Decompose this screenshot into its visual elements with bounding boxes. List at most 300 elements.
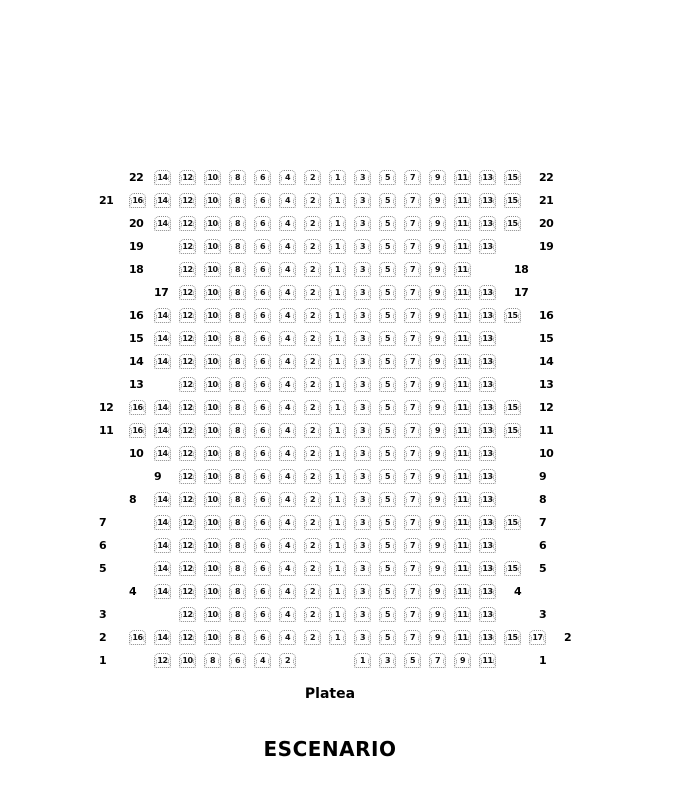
seat[interactable] xyxy=(454,193,471,208)
seat[interactable] xyxy=(154,400,171,415)
seat[interactable] xyxy=(479,193,496,208)
seat[interactable] xyxy=(479,446,496,461)
seat[interactable] xyxy=(204,354,221,369)
seat[interactable] xyxy=(454,170,471,185)
seat[interactable] xyxy=(279,285,296,300)
seat[interactable] xyxy=(479,354,496,369)
seat[interactable] xyxy=(179,469,196,484)
seat[interactable] xyxy=(454,423,471,438)
seat[interactable] xyxy=(154,515,171,530)
seat[interactable] xyxy=(429,400,446,415)
seat[interactable] xyxy=(404,262,421,277)
seat[interactable] xyxy=(279,630,296,645)
seat[interactable] xyxy=(329,515,346,530)
seat[interactable] xyxy=(279,584,296,599)
seat[interactable] xyxy=(454,584,471,599)
seat[interactable] xyxy=(354,193,371,208)
seat[interactable] xyxy=(454,400,471,415)
seat[interactable] xyxy=(304,607,321,622)
seat[interactable] xyxy=(379,308,396,323)
seat[interactable] xyxy=(354,492,371,507)
seat[interactable] xyxy=(204,170,221,185)
seat[interactable] xyxy=(354,630,371,645)
seat[interactable] xyxy=(329,492,346,507)
seat[interactable] xyxy=(329,377,346,392)
seat[interactable] xyxy=(504,193,521,208)
seat[interactable] xyxy=(354,446,371,461)
seat[interactable] xyxy=(479,607,496,622)
seat[interactable] xyxy=(404,239,421,254)
seat[interactable] xyxy=(204,446,221,461)
seat[interactable] xyxy=(404,538,421,553)
seat[interactable] xyxy=(429,285,446,300)
seat[interactable] xyxy=(304,400,321,415)
seat[interactable] xyxy=(204,193,221,208)
seat[interactable] xyxy=(354,584,371,599)
seat[interactable] xyxy=(429,561,446,576)
seat[interactable] xyxy=(129,630,146,645)
seat[interactable] xyxy=(379,400,396,415)
seat[interactable] xyxy=(429,584,446,599)
seat[interactable] xyxy=(279,400,296,415)
seat[interactable] xyxy=(354,170,371,185)
seat[interactable] xyxy=(429,607,446,622)
seat[interactable] xyxy=(404,630,421,645)
seat[interactable] xyxy=(429,377,446,392)
seat[interactable] xyxy=(404,423,421,438)
seat[interactable] xyxy=(254,446,271,461)
seat[interactable] xyxy=(229,515,246,530)
seat[interactable] xyxy=(154,170,171,185)
seat[interactable] xyxy=(254,216,271,231)
seat[interactable] xyxy=(279,331,296,346)
seat[interactable] xyxy=(179,423,196,438)
seat[interactable] xyxy=(354,262,371,277)
seat[interactable] xyxy=(254,331,271,346)
seat[interactable] xyxy=(429,354,446,369)
seat[interactable] xyxy=(404,653,421,668)
seat[interactable] xyxy=(254,653,271,668)
seat[interactable] xyxy=(379,446,396,461)
seat[interactable] xyxy=(329,331,346,346)
seat[interactable] xyxy=(504,400,521,415)
seat[interactable] xyxy=(179,515,196,530)
seat[interactable] xyxy=(454,285,471,300)
seat[interactable] xyxy=(329,446,346,461)
seat[interactable] xyxy=(479,584,496,599)
seat[interactable] xyxy=(429,469,446,484)
seat[interactable] xyxy=(429,308,446,323)
seat[interactable] xyxy=(229,653,246,668)
seat[interactable] xyxy=(179,216,196,231)
seat[interactable] xyxy=(354,515,371,530)
seat[interactable] xyxy=(304,239,321,254)
seat[interactable] xyxy=(504,423,521,438)
seat[interactable] xyxy=(304,377,321,392)
seat[interactable] xyxy=(279,377,296,392)
seat[interactable] xyxy=(204,423,221,438)
seat[interactable] xyxy=(304,354,321,369)
seat[interactable] xyxy=(154,446,171,461)
seat[interactable] xyxy=(404,607,421,622)
seat[interactable] xyxy=(229,469,246,484)
seat[interactable] xyxy=(454,492,471,507)
seat[interactable] xyxy=(504,308,521,323)
seat[interactable] xyxy=(279,492,296,507)
seat[interactable] xyxy=(229,239,246,254)
seat[interactable] xyxy=(279,607,296,622)
seat[interactable] xyxy=(379,285,396,300)
seat[interactable] xyxy=(379,561,396,576)
seat[interactable] xyxy=(404,331,421,346)
seat[interactable] xyxy=(504,561,521,576)
seat[interactable] xyxy=(379,584,396,599)
seat[interactable] xyxy=(179,331,196,346)
seat[interactable] xyxy=(429,446,446,461)
seat[interactable] xyxy=(254,630,271,645)
seat[interactable] xyxy=(254,285,271,300)
seat[interactable] xyxy=(179,607,196,622)
seat[interactable] xyxy=(479,630,496,645)
seat[interactable] xyxy=(354,354,371,369)
seat[interactable] xyxy=(454,216,471,231)
seat[interactable] xyxy=(304,446,321,461)
seat[interactable] xyxy=(404,285,421,300)
seat[interactable] xyxy=(454,630,471,645)
seat[interactable] xyxy=(454,377,471,392)
seat[interactable] xyxy=(229,423,246,438)
seat[interactable] xyxy=(154,561,171,576)
seat[interactable] xyxy=(179,538,196,553)
seat[interactable] xyxy=(329,630,346,645)
seat[interactable] xyxy=(204,561,221,576)
seat[interactable] xyxy=(354,607,371,622)
seat[interactable] xyxy=(129,423,146,438)
seat[interactable] xyxy=(529,630,546,645)
seat[interactable] xyxy=(354,308,371,323)
seat[interactable] xyxy=(454,561,471,576)
seat[interactable] xyxy=(179,377,196,392)
seat[interactable] xyxy=(454,653,471,668)
seat[interactable] xyxy=(404,377,421,392)
seat[interactable] xyxy=(429,262,446,277)
seat[interactable] xyxy=(204,285,221,300)
seat[interactable] xyxy=(254,492,271,507)
seat[interactable] xyxy=(129,400,146,415)
seat[interactable] xyxy=(254,515,271,530)
seat[interactable] xyxy=(229,630,246,645)
seat[interactable] xyxy=(329,538,346,553)
seat[interactable] xyxy=(304,561,321,576)
seat[interactable] xyxy=(204,377,221,392)
seat[interactable] xyxy=(204,239,221,254)
seat[interactable] xyxy=(204,331,221,346)
seat[interactable] xyxy=(179,308,196,323)
seat[interactable] xyxy=(254,400,271,415)
seat[interactable] xyxy=(379,262,396,277)
seat[interactable] xyxy=(429,538,446,553)
seat[interactable] xyxy=(379,354,396,369)
seat[interactable] xyxy=(279,515,296,530)
seat[interactable] xyxy=(329,285,346,300)
seat[interactable] xyxy=(154,354,171,369)
seat[interactable] xyxy=(379,193,396,208)
seat[interactable] xyxy=(279,216,296,231)
seat[interactable] xyxy=(229,354,246,369)
seat[interactable] xyxy=(329,239,346,254)
seat[interactable] xyxy=(304,193,321,208)
seat[interactable] xyxy=(429,239,446,254)
seat[interactable] xyxy=(429,630,446,645)
seat[interactable] xyxy=(479,331,496,346)
seat[interactable] xyxy=(404,354,421,369)
seat[interactable] xyxy=(329,216,346,231)
seat[interactable] xyxy=(229,446,246,461)
seat[interactable] xyxy=(179,653,196,668)
seat[interactable] xyxy=(254,423,271,438)
seat[interactable] xyxy=(329,170,346,185)
seat[interactable] xyxy=(329,561,346,576)
seat[interactable] xyxy=(354,469,371,484)
seat[interactable] xyxy=(229,584,246,599)
seat[interactable] xyxy=(354,331,371,346)
seat[interactable] xyxy=(204,216,221,231)
seat[interactable] xyxy=(154,653,171,668)
seat[interactable] xyxy=(254,308,271,323)
seat[interactable] xyxy=(429,331,446,346)
seat[interactable] xyxy=(279,469,296,484)
seat[interactable] xyxy=(479,216,496,231)
seat[interactable] xyxy=(329,308,346,323)
seat[interactable] xyxy=(479,308,496,323)
seat[interactable] xyxy=(354,377,371,392)
seat[interactable] xyxy=(404,193,421,208)
seat[interactable] xyxy=(154,630,171,645)
seat[interactable] xyxy=(229,561,246,576)
seat[interactable] xyxy=(154,308,171,323)
seat[interactable] xyxy=(354,400,371,415)
seat[interactable] xyxy=(304,170,321,185)
seat[interactable] xyxy=(204,515,221,530)
seat[interactable] xyxy=(229,492,246,507)
seat[interactable] xyxy=(379,170,396,185)
seat[interactable] xyxy=(304,331,321,346)
seat[interactable] xyxy=(154,423,171,438)
seat[interactable] xyxy=(304,492,321,507)
seat[interactable] xyxy=(254,584,271,599)
seat[interactable] xyxy=(204,469,221,484)
seat[interactable] xyxy=(404,469,421,484)
seat[interactable] xyxy=(454,446,471,461)
seat[interactable] xyxy=(379,377,396,392)
seat[interactable] xyxy=(379,423,396,438)
seat[interactable] xyxy=(479,377,496,392)
seat[interactable] xyxy=(154,584,171,599)
seat[interactable] xyxy=(404,308,421,323)
seat[interactable] xyxy=(279,653,296,668)
seat[interactable] xyxy=(304,285,321,300)
seat[interactable] xyxy=(179,285,196,300)
seat[interactable] xyxy=(379,515,396,530)
seat[interactable] xyxy=(454,239,471,254)
seat[interactable] xyxy=(254,239,271,254)
seat[interactable] xyxy=(204,653,221,668)
seat[interactable] xyxy=(254,193,271,208)
seat[interactable] xyxy=(354,538,371,553)
seat[interactable] xyxy=(404,584,421,599)
seat[interactable] xyxy=(154,538,171,553)
seat[interactable] xyxy=(154,492,171,507)
seat[interactable] xyxy=(504,216,521,231)
seat[interactable] xyxy=(504,170,521,185)
seat[interactable] xyxy=(479,170,496,185)
seat[interactable] xyxy=(254,469,271,484)
seat[interactable] xyxy=(154,216,171,231)
seat[interactable] xyxy=(229,400,246,415)
seat[interactable] xyxy=(304,538,321,553)
seat[interactable] xyxy=(479,469,496,484)
seat[interactable] xyxy=(379,607,396,622)
seat[interactable] xyxy=(479,561,496,576)
seat[interactable] xyxy=(229,538,246,553)
seat[interactable] xyxy=(354,216,371,231)
seat[interactable] xyxy=(279,354,296,369)
seat[interactable] xyxy=(404,561,421,576)
seat[interactable] xyxy=(229,308,246,323)
seat[interactable] xyxy=(379,239,396,254)
seat[interactable] xyxy=(454,538,471,553)
seat[interactable] xyxy=(229,170,246,185)
seat[interactable] xyxy=(454,308,471,323)
seat[interactable] xyxy=(379,653,396,668)
seat[interactable] xyxy=(454,607,471,622)
seat[interactable] xyxy=(454,469,471,484)
seat[interactable] xyxy=(204,538,221,553)
seat[interactable] xyxy=(179,170,196,185)
seat[interactable] xyxy=(304,584,321,599)
seat[interactable] xyxy=(204,262,221,277)
seat[interactable] xyxy=(429,216,446,231)
seat[interactable] xyxy=(254,377,271,392)
seat[interactable] xyxy=(379,538,396,553)
seat[interactable] xyxy=(279,170,296,185)
seat[interactable] xyxy=(479,515,496,530)
seat[interactable] xyxy=(279,446,296,461)
seat[interactable] xyxy=(429,653,446,668)
seat[interactable] xyxy=(179,446,196,461)
seat[interactable] xyxy=(504,515,521,530)
seat[interactable] xyxy=(204,584,221,599)
seat[interactable] xyxy=(479,492,496,507)
seat[interactable] xyxy=(479,653,496,668)
seat[interactable] xyxy=(429,492,446,507)
seat[interactable] xyxy=(179,492,196,507)
seat[interactable] xyxy=(479,400,496,415)
seat[interactable] xyxy=(254,262,271,277)
seat[interactable] xyxy=(204,630,221,645)
seat[interactable] xyxy=(179,239,196,254)
seat[interactable] xyxy=(279,538,296,553)
seat[interactable] xyxy=(254,538,271,553)
seat[interactable] xyxy=(279,423,296,438)
seat[interactable] xyxy=(229,285,246,300)
seat[interactable] xyxy=(179,561,196,576)
seat[interactable] xyxy=(229,193,246,208)
seat[interactable] xyxy=(454,262,471,277)
seat[interactable] xyxy=(429,193,446,208)
seat[interactable] xyxy=(479,285,496,300)
seat[interactable] xyxy=(154,331,171,346)
seat[interactable] xyxy=(329,469,346,484)
seat[interactable] xyxy=(279,308,296,323)
seat[interactable] xyxy=(429,515,446,530)
seat[interactable] xyxy=(429,170,446,185)
seat[interactable] xyxy=(304,308,321,323)
seat[interactable] xyxy=(329,262,346,277)
seat[interactable] xyxy=(279,193,296,208)
seat[interactable] xyxy=(129,193,146,208)
seat[interactable] xyxy=(229,377,246,392)
seat[interactable] xyxy=(179,584,196,599)
seat[interactable] xyxy=(354,285,371,300)
seat[interactable] xyxy=(329,584,346,599)
seat[interactable] xyxy=(329,354,346,369)
seat[interactable] xyxy=(354,239,371,254)
seat[interactable] xyxy=(279,561,296,576)
seat[interactable] xyxy=(404,216,421,231)
seat[interactable] xyxy=(254,607,271,622)
seat[interactable] xyxy=(179,400,196,415)
seat[interactable] xyxy=(454,354,471,369)
seat[interactable] xyxy=(229,262,246,277)
seat[interactable] xyxy=(179,193,196,208)
seat[interactable] xyxy=(404,515,421,530)
seat[interactable] xyxy=(179,630,196,645)
seat[interactable] xyxy=(204,492,221,507)
seat[interactable] xyxy=(454,515,471,530)
seat[interactable] xyxy=(304,515,321,530)
seat[interactable] xyxy=(354,561,371,576)
seat[interactable] xyxy=(279,262,296,277)
seat[interactable] xyxy=(329,400,346,415)
seat[interactable] xyxy=(479,239,496,254)
seat[interactable] xyxy=(354,423,371,438)
seat[interactable] xyxy=(179,354,196,369)
seat[interactable] xyxy=(254,354,271,369)
seat[interactable] xyxy=(254,170,271,185)
seat[interactable] xyxy=(329,423,346,438)
seat[interactable] xyxy=(304,216,321,231)
seat[interactable] xyxy=(204,308,221,323)
seat[interactable] xyxy=(404,400,421,415)
seat[interactable] xyxy=(304,630,321,645)
seat[interactable] xyxy=(379,469,396,484)
seat[interactable] xyxy=(254,561,271,576)
seat[interactable] xyxy=(404,446,421,461)
seat[interactable] xyxy=(204,400,221,415)
seat[interactable] xyxy=(304,423,321,438)
seat[interactable] xyxy=(454,331,471,346)
seat[interactable] xyxy=(304,262,321,277)
seat[interactable] xyxy=(229,607,246,622)
seat[interactable] xyxy=(404,170,421,185)
seat[interactable] xyxy=(229,216,246,231)
seat[interactable] xyxy=(479,538,496,553)
seat[interactable] xyxy=(229,331,246,346)
seat[interactable] xyxy=(204,607,221,622)
seat[interactable] xyxy=(354,653,371,668)
seat[interactable] xyxy=(179,262,196,277)
